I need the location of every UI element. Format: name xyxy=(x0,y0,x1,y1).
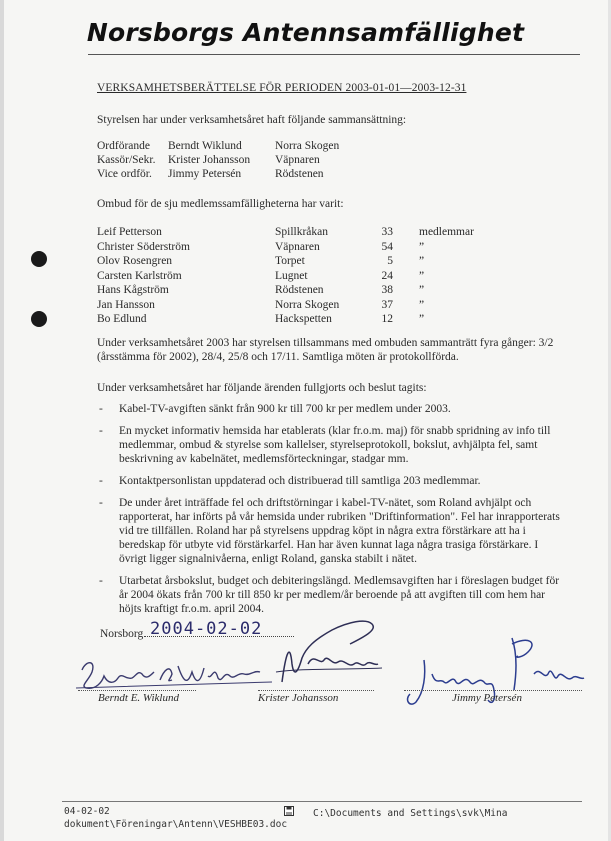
officer-role: Vice ordför. xyxy=(97,168,152,180)
list-item xyxy=(97,474,567,488)
officer-role: Ordförande xyxy=(97,140,151,152)
signature-line xyxy=(404,690,582,691)
officer-area: Norra Skogen xyxy=(275,140,340,152)
list-bullet: - xyxy=(99,497,103,509)
delegate-unit: ” xyxy=(419,240,425,253)
list-bullet: - xyxy=(99,575,103,587)
delegate-count: 5 xyxy=(387,255,393,267)
delegate-unit: ” xyxy=(419,284,425,296)
delegate-unit: ” xyxy=(419,269,425,282)
signature-line xyxy=(258,690,374,691)
signatory-name: Berndt E. Wiklund xyxy=(98,692,179,704)
footer-path-right: C:\Documents and Settings\svk\Mina xyxy=(313,808,508,819)
officer-area: Rödstenen xyxy=(275,168,324,180)
board-intro: Styrelsen har under verksamhetsåret haft följande sammansättning: xyxy=(97,114,407,126)
title-divider xyxy=(88,54,580,55)
officer-area: Väpnaren xyxy=(275,154,320,166)
delegate-unit: ” xyxy=(419,298,425,311)
list-item xyxy=(97,402,567,416)
place-label: Norsborg xyxy=(100,628,144,640)
delegate-area: Hackspetten xyxy=(275,313,332,325)
delegate-name: Bo Edlund xyxy=(97,313,147,325)
decisions-list xyxy=(97,402,567,624)
list-item xyxy=(97,574,567,616)
delegate-count: 33 xyxy=(381,226,393,238)
delegate-unit: medlemmar xyxy=(419,226,474,238)
list-item-text: De under året inträffade fel och driftstörningar i kabel-TV-nätet, som Roland avhjälpt och rapporterat, har införts på vår hemsida under rubriken "Driftinformation". Fel har inrapporterats vid tre tillfällen. Roland har på styrelsens uppdrag köpt in några extra förstärkare att ha i beredskap för utbyte vid förstärkarfel. Han har även kunnat laga några trasiga förstärkare. I övrigt ligger signalnivåerna, enligt Roland, ganska stabilt i nätet. xyxy=(119,497,560,565)
delegate-unit: ” xyxy=(419,255,425,267)
signatory-name: Krister Johansson xyxy=(258,692,339,704)
delegate-name: Hans Kågström xyxy=(97,284,169,296)
delegate-name: Leif Petterson xyxy=(97,226,162,238)
delegate-area: Torpet xyxy=(275,255,305,267)
delegate-name: Olov Rosengren xyxy=(97,255,173,267)
delegate-name: Carsten Karlström xyxy=(97,269,182,282)
signature-line xyxy=(78,690,196,691)
binder-hole xyxy=(31,251,47,267)
delegate-area: Lugnet xyxy=(275,269,308,282)
meetings-paragraph: Under verksamhetsåret 2003 har styrelsen tillsammans med ombuden sammanträtt fyra gånger: 3/2 (årsstämma för 2002), 28/4, 25/8 och 17/11. Samtliga möten är protokollförda. xyxy=(97,337,554,363)
delegate-area: Rödstenen xyxy=(275,284,324,296)
items-intro: Under verksamhetsåret har följande ärenden fullgjorts och beslut tagits: xyxy=(97,382,427,394)
delegate-name: Christer Söderström xyxy=(97,240,190,253)
signature-johansson xyxy=(262,612,392,690)
officer-role: Kassör/Sekr. xyxy=(97,154,156,166)
delegate-unit: ” xyxy=(419,313,425,325)
list-item-text: En mycket informativ hemsida har etablerats (klar fr.o.m. maj) för snabb spridning av info till medlemmar, ombud & styrelse som kallelser, styrelseprotokoll, bokslut, avhjälpta fel, samt beskrivning av kabelnätet, medlemsförteckningar, stadgar mm. xyxy=(119,425,551,465)
list-item xyxy=(97,496,567,566)
report-heading: VERKSAMHETSBERÄTTELSE FÖR PERIODEN 2003-01-01—2003-12-31 xyxy=(97,82,467,94)
delegate-count: 12 xyxy=(381,313,393,325)
footer-date: 04-02-02 xyxy=(64,806,110,817)
list-item xyxy=(97,424,567,466)
list-item-text: Kabel-TV-avgiften sänkt från 900 kr till 700 kr per medlem under 2003. xyxy=(119,403,451,415)
officer-name: Berndt Wiklund xyxy=(168,140,242,152)
floppy-disk-icon xyxy=(284,806,294,816)
list-item-text: Utarbetat årsbokslut, budget och debiteringslängd. Medlemsavgiften har i föreslagen budget för år 2004 ökats från 700 kr till 850 kr per medlem/år beroende på att avgiften till com hem har höjts kraftigt fr.o.m. april 2004. xyxy=(119,575,560,615)
list-bullet: - xyxy=(99,475,103,487)
officer-name: Krister Johansson xyxy=(168,154,251,166)
delegates-intro: Ombud för de sju medlemssamfälligheterna har varit: xyxy=(97,198,344,210)
delegate-count: 54 xyxy=(381,240,393,253)
list-bullet: - xyxy=(99,425,103,437)
delegate-name: Jan Hansson xyxy=(97,298,155,311)
delegate-area: Väpnaren xyxy=(275,240,320,253)
delegate-count: 38 xyxy=(381,284,393,296)
signatory-name: Jimmy Petersén xyxy=(452,692,522,704)
scan-edge-left xyxy=(0,0,4,841)
delegate-area: Spillkråkan xyxy=(275,226,329,238)
footer-divider xyxy=(62,801,582,802)
delegate-count: 37 xyxy=(381,298,393,311)
footer-path-left: dokument\Föreningar\Antenn\VESHBE03.doc xyxy=(64,819,288,830)
delegate-area: Norra Skogen xyxy=(275,298,340,311)
binder-hole xyxy=(31,311,47,327)
list-bullet: - xyxy=(99,403,103,415)
list-item-text: Kontaktpersonlistan uppdaterad och distribuerad till samtliga 203 medlemmar. xyxy=(119,475,481,487)
delegate-count: 24 xyxy=(381,269,393,282)
organization-title: Norsborgs Antennsamfällighet xyxy=(86,18,525,47)
officer-name: Jimmy Petersén xyxy=(168,168,242,180)
handwritten-date: 2004-02-02 xyxy=(150,619,263,639)
